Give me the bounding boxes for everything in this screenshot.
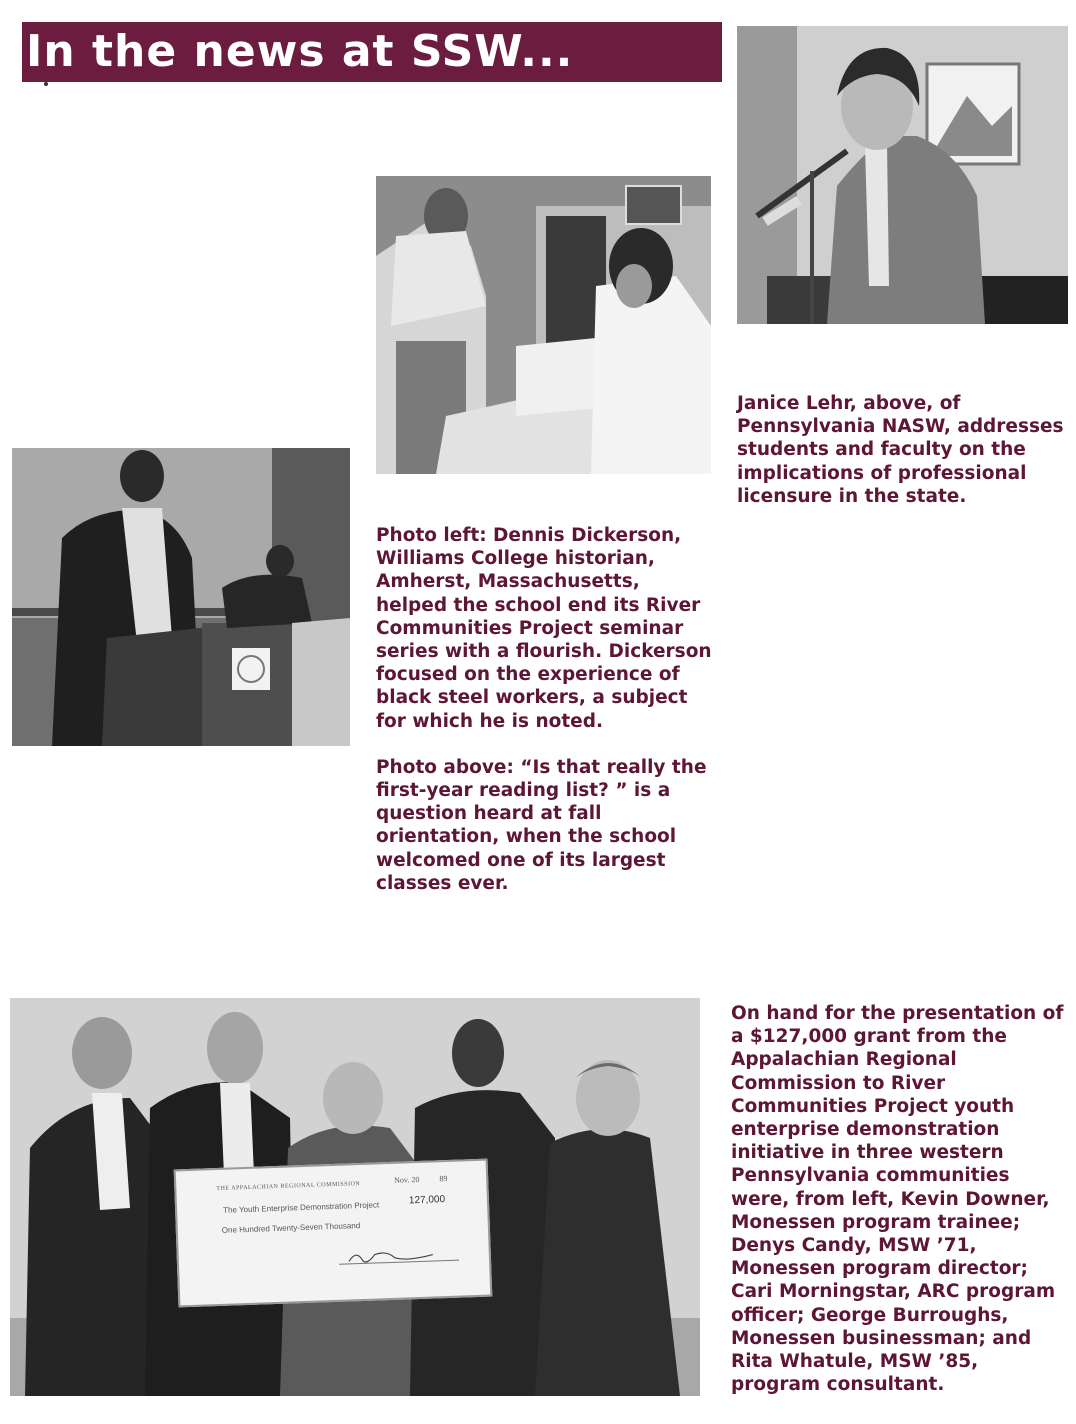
page-title: In the news at SSW... <box>26 26 574 77</box>
check-amount: 127,000 <box>408 1194 446 1207</box>
check-date-day: Nov. 20 <box>394 1174 420 1185</box>
photo-janice-lehr <box>737 26 1068 324</box>
caption-dickerson-text: Photo left: Dennis Dickerson, Williams College historian, Amherst, Massachusetts, helped the school end its River Communities Project seminar series with a flourish. Dickerson focused on the experience of black steel workers, a subject for which he is noted. <box>376 525 712 732</box>
check-payee: The Youth Enterprise Demonstration Project <box>222 1200 380 1215</box>
photo-dennis-dickerson <box>12 448 350 746</box>
caption-grant-presentation <box>731 1002 1066 1396</box>
page-banner <box>22 22 722 82</box>
check-amount-words: One Hundred Twenty-Seven Thousand <box>221 1221 361 1235</box>
caption-janice-lehr-text: Janice Lehr, above, of Pennsylvania NASW, addresses students and faculty on the implications of professional licensure in the state. <box>737 393 1064 507</box>
check-date <box>394 1174 448 1185</box>
caption-photos-left-above <box>376 524 716 895</box>
signature-scribble <box>347 1244 438 1267</box>
check-payer: THE APPALACHIAN REGIONAL COMMISSION <box>216 1181 361 1193</box>
caption-orientation-text: Photo above: “Is that really the first-year reading list? ” is a question heard at fall orientation, when the school welcomed one of its largest classes ever. <box>376 756 707 894</box>
decorative-dot <box>44 82 48 86</box>
check-date-year: 89 <box>439 1173 448 1184</box>
caption-grant-text: On hand for the presentation of a $127,000 grant from the Appalachian Regional Commission to River Communities Project youth enterprise demonstration initiative in three western Pennsylvania communities were, from left, Kevin Downer, Monessen program trainee; Denys Candy, MSW ’71, Monessen program director; Cari Morningstar, ARC program officer; George Burroughs, Monessen businessman; and Rita Whatule, MSW ’85, program consultant. <box>731 1003 1064 1396</box>
ceremonial-check <box>174 1159 493 1308</box>
caption-janice-lehr <box>737 392 1072 508</box>
photo-orientation <box>376 176 711 474</box>
